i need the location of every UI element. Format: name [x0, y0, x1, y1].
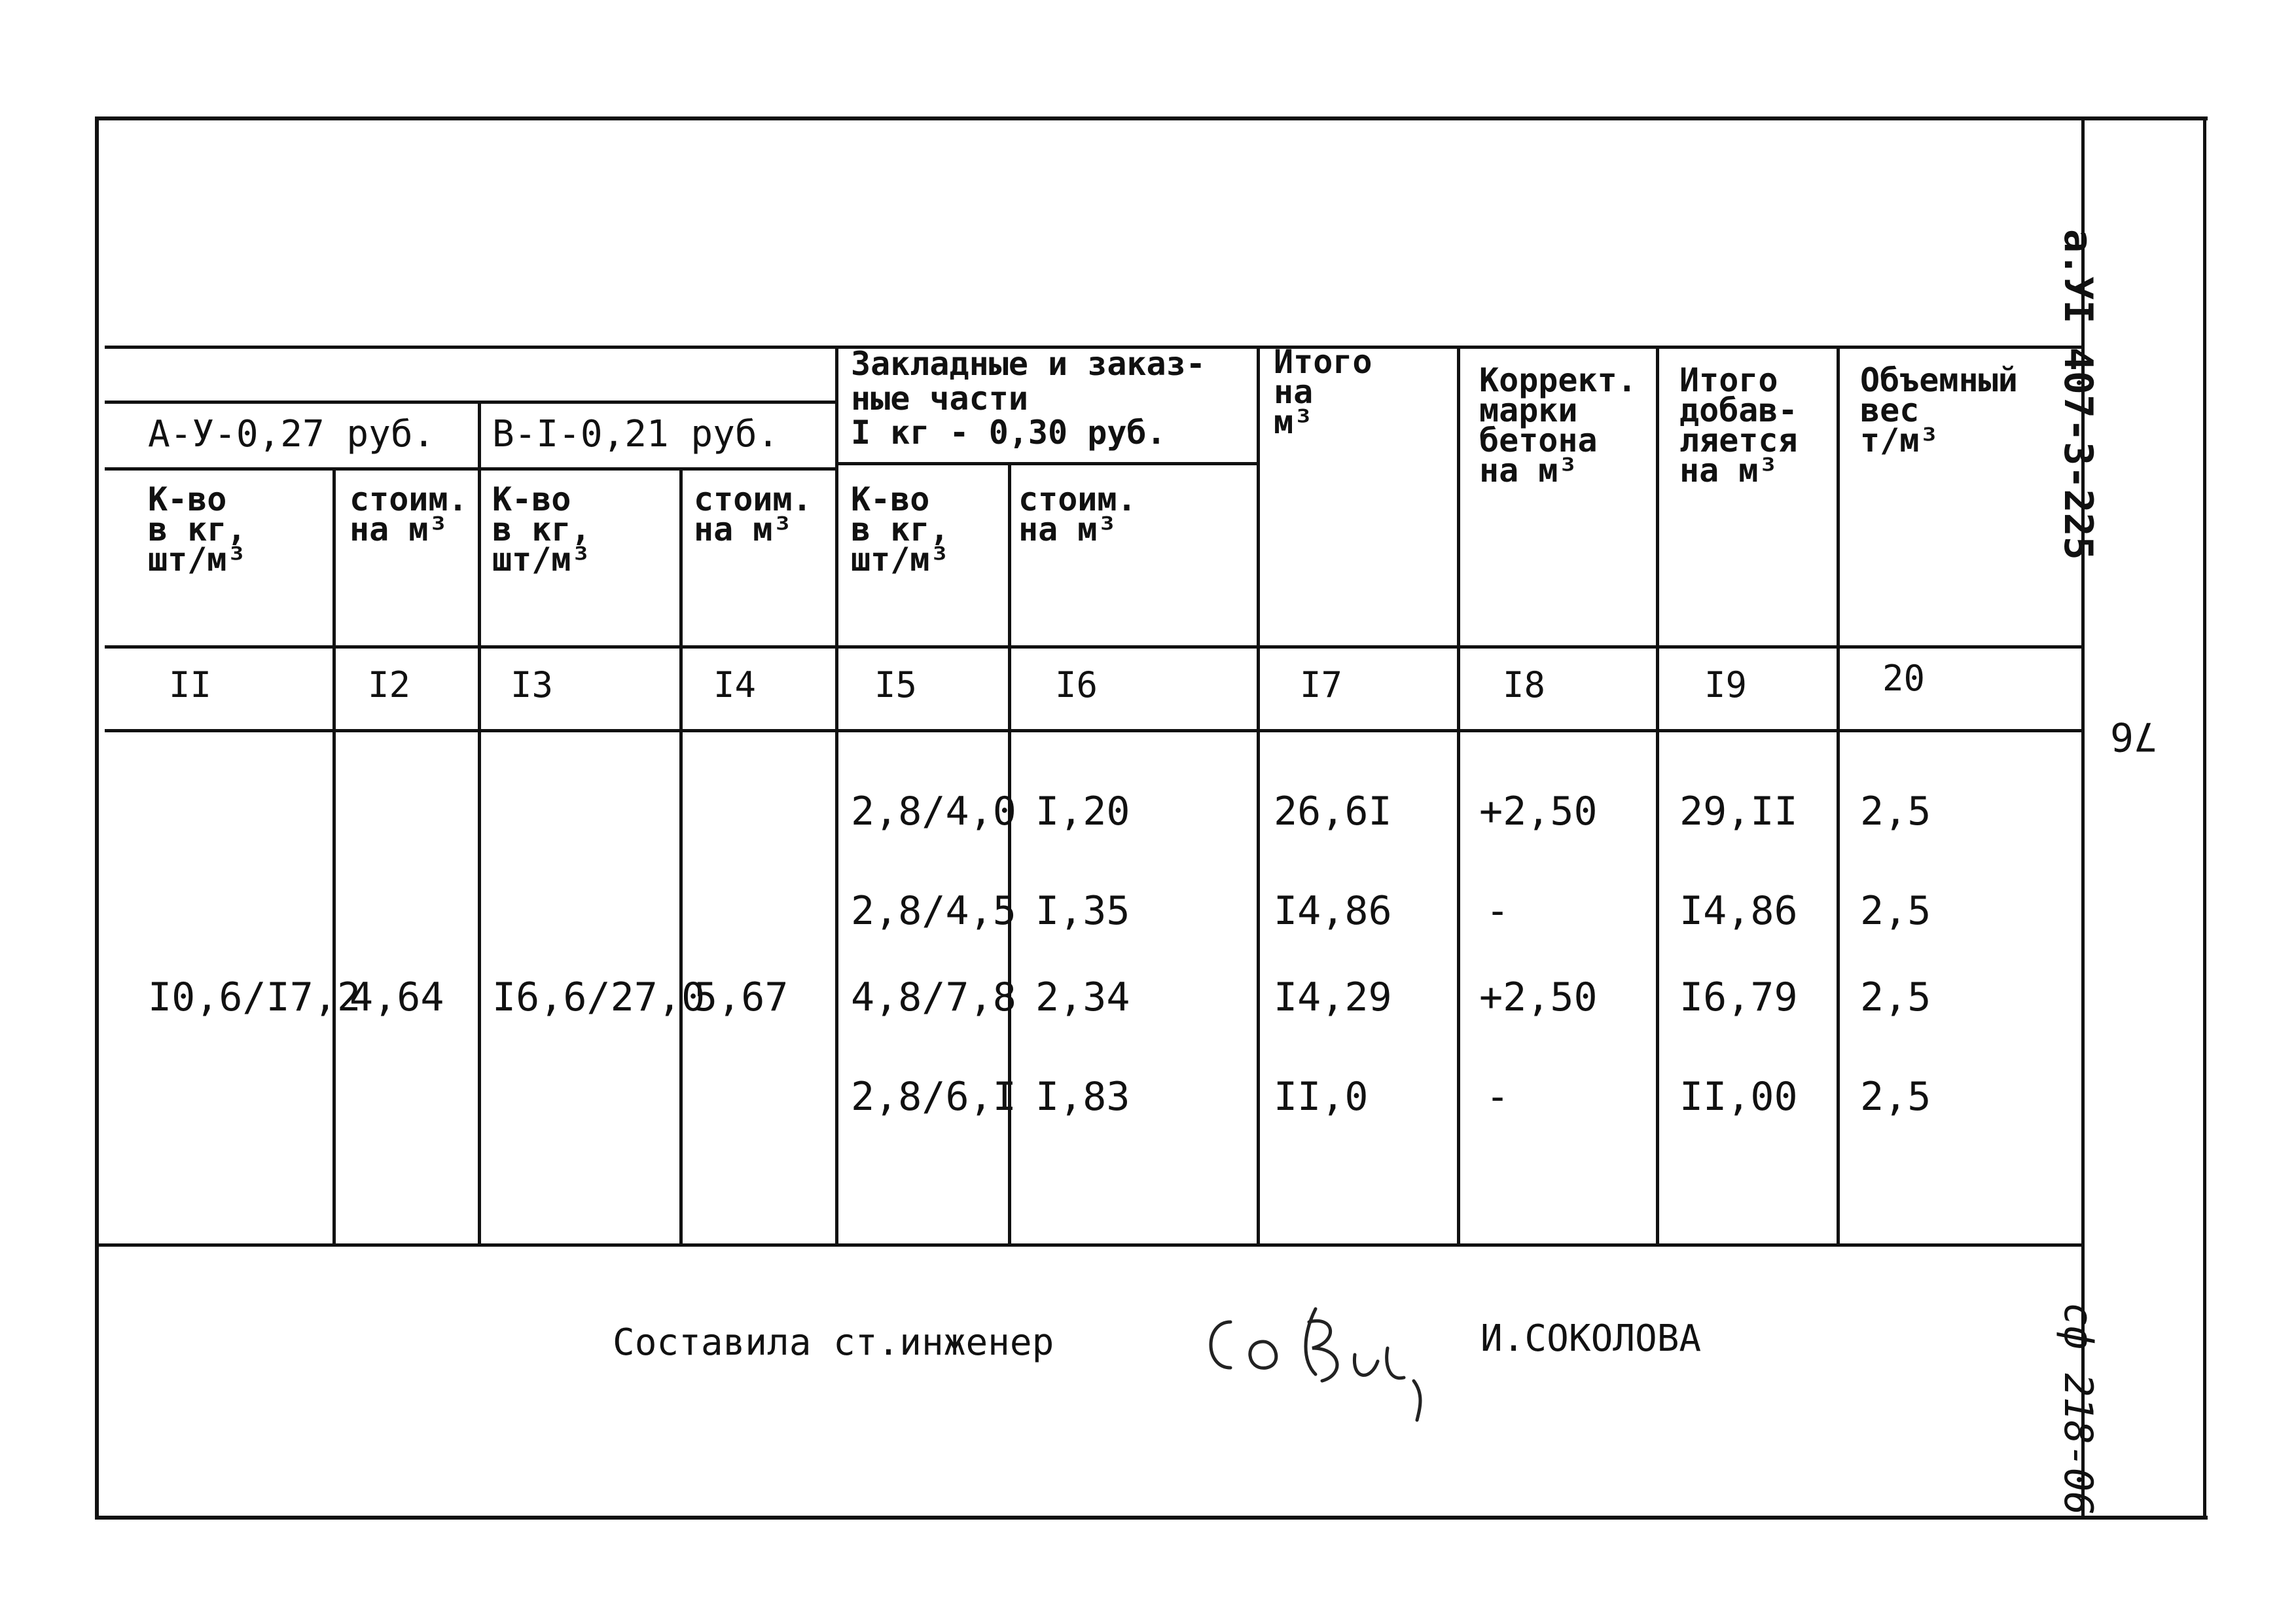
col14-header: стоим. на м³ — [694, 480, 812, 548]
col-number-15: I5 — [874, 664, 918, 705]
col-number-18: I8 — [1503, 664, 1546, 705]
col-divider-embedded-total — [1257, 346, 1260, 1243]
col-number-13: I3 — [511, 664, 554, 705]
row1-col16: I,20 — [1035, 789, 1130, 834]
total-added-header: Итого добав- ляется на м³ — [1679, 361, 1798, 490]
row1-col18: +2,50 — [1479, 789, 1598, 834]
col-number-14: I4 — [713, 664, 757, 705]
row1-col17: 26,6I — [1274, 789, 1392, 834]
row2-col18: - — [1486, 888, 1510, 934]
column-numbers-bottom-line — [105, 729, 2081, 732]
row4-col18: - — [1486, 1074, 1510, 1120]
col-number-11: II — [169, 664, 212, 705]
row2-col15: 2,8/4,5 — [851, 888, 1016, 934]
col-divider-added-volume — [1837, 346, 1840, 1243]
col11-header: К-во в кг, шт/м³ — [148, 480, 247, 579]
col13-value: I6,6/27,0 — [492, 974, 706, 1020]
row2-col20: 2,5 — [1860, 888, 1931, 934]
row2-col19: I4,86 — [1679, 888, 1798, 934]
col-number-12: I2 — [368, 664, 411, 705]
row4-col20: 2,5 — [1860, 1074, 1931, 1120]
row3-col20: 2,5 — [1860, 974, 1931, 1020]
col-divider-correction-added — [1656, 346, 1659, 1243]
total-per-m3-header: Итого на м³ — [1274, 343, 1372, 441]
table-bottom-line — [95, 1243, 2081, 1247]
group-header-line — [105, 401, 838, 404]
col12-value: 4,64 — [350, 974, 444, 1020]
row3-col15: 4,8/7,8 — [851, 974, 1016, 1020]
page-number-stamp: 76 — [2109, 713, 2157, 759]
row4-col16: I,83 — [1035, 1074, 1130, 1120]
compiler-name: И.СОКОЛОВА — [1480, 1317, 1702, 1360]
row4-col15: 2,8/6,I — [851, 1074, 1016, 1120]
row3-col16: 2,34 — [1035, 974, 1130, 1020]
row1-col19: 29,II — [1679, 789, 1798, 834]
row1-col20: 2,5 — [1860, 789, 1931, 834]
col-divider-15-16 — [1008, 462, 1011, 1243]
volume-weight-header: Объемный вес т/м³ — [1860, 361, 2018, 459]
col-divider-total-correction — [1457, 346, 1460, 1243]
col12-header: стоим. на м³ — [350, 480, 468, 548]
sub-header-line-left — [105, 467, 838, 471]
col-number-20: 20 — [1882, 658, 1926, 699]
row3-col17: I4,29 — [1274, 974, 1392, 1020]
col16-header: стоим. на м³ — [1018, 480, 1137, 548]
row3-col19: I6,79 — [1679, 974, 1798, 1020]
col-number-19: I9 — [1704, 664, 1748, 705]
col-number-16: I6 — [1055, 664, 1098, 705]
group-a-header: А-У-0,27 руб. — [148, 413, 435, 455]
row4-col19: II,00 — [1679, 1074, 1798, 1120]
col11-value: I0,6/I7,2 — [148, 974, 361, 1020]
row3-col18: +2,50 — [1479, 974, 1598, 1020]
group-b-header: В-I-0,21 руб. — [492, 413, 780, 455]
compiled-by-label: Составила ст.инженер — [613, 1321, 1054, 1364]
col-divider-11-12 — [332, 467, 336, 1243]
col-divider-a-b — [478, 401, 481, 1243]
right-edge-line — [2203, 116, 2206, 1520]
sub-header-line-right — [838, 462, 1257, 465]
document-code-stamp: а.УI 407-3-225 — [2055, 229, 2101, 560]
signature — [1191, 1296, 1453, 1466]
col-divider-13-14 — [679, 467, 683, 1243]
col-divider-b-embedded — [835, 346, 838, 1243]
embedded-parts-header: Закладные и заказ- ные части I кг - 0,30 руб. — [851, 345, 1206, 452]
archive-code-stamp: сф 218-06 — [2055, 1302, 2101, 1516]
row1-col15: 2,8/4,0 — [851, 789, 1016, 834]
row2-col17: I4,86 — [1274, 888, 1392, 934]
row2-col16: I,35 — [1035, 888, 1130, 934]
col15-header: К-во в кг, шт/м³ — [851, 480, 950, 579]
row4-col17: II,0 — [1274, 1074, 1369, 1120]
col13-header: К-во в кг, шт/м³ — [492, 480, 591, 579]
col-number-17: I7 — [1300, 664, 1343, 705]
column-numbers-top-line — [105, 645, 2081, 649]
col14-value: 5,67 — [694, 974, 789, 1020]
correction-header: Коррект. марки бетона на м³ — [1479, 361, 1637, 490]
